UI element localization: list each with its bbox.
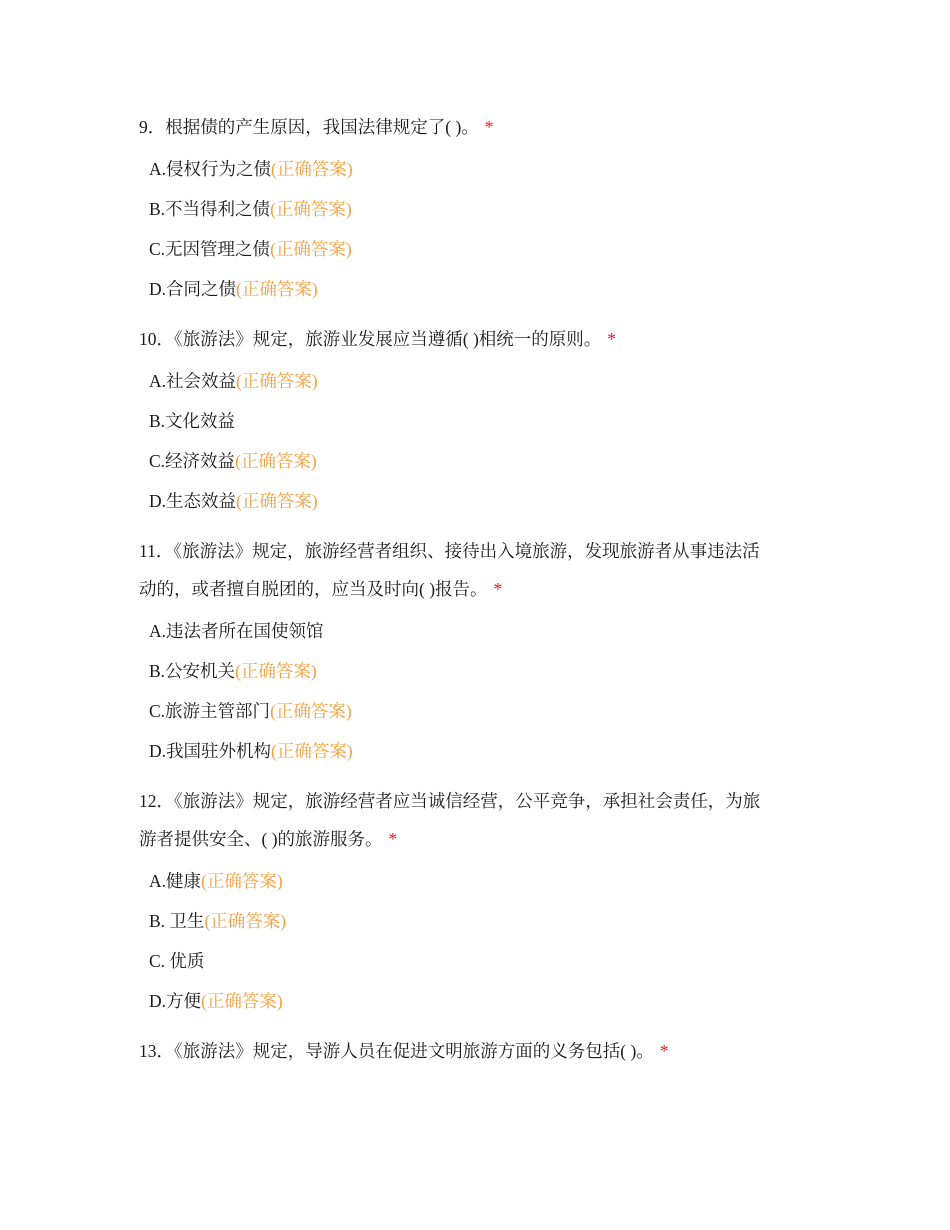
question-list <box>139 108 819 1073</box>
option-d[interactable] <box>149 731 819 771</box>
option-d[interactable] <box>149 269 819 309</box>
question-text-line-2: 游者提供安全、( )的旅游服务。 <box>139 829 383 849</box>
question-10 <box>139 320 819 521</box>
option-list <box>149 149 819 309</box>
correct-answer-tag: (正确答案) <box>270 239 352 259</box>
question-text: 《旅游法》规定，旅游业发展应当遵循( )相统一的原则。 <box>174 329 602 349</box>
correct-answer-tag: (正确答案) <box>235 661 317 681</box>
question-number: 10． <box>139 329 174 349</box>
question-title <box>139 532 819 608</box>
correct-answer-tag: (正确答案) <box>235 451 317 471</box>
option-b[interactable] <box>149 901 819 941</box>
option-label: C.旅游主管部门 <box>149 701 271 721</box>
correct-answer-tag: (正确答案) <box>271 741 353 761</box>
option-a[interactable] <box>149 361 819 401</box>
question-11 <box>139 532 819 771</box>
option-label: A.社会效益 <box>149 371 237 391</box>
correct-answer-tag: (正确答案) <box>270 701 352 721</box>
question-number: 11． <box>139 541 174 561</box>
question-title <box>139 1032 819 1070</box>
question-title <box>139 320 819 358</box>
option-label: D.生态效益 <box>149 491 237 511</box>
question-number: 13． <box>139 1041 174 1061</box>
option-label: A.侵权行为之债 <box>149 159 272 179</box>
option-list <box>149 861 819 1021</box>
correct-answer-tag: (正确答案) <box>270 199 352 219</box>
option-label: C.经济效益 <box>149 451 236 471</box>
correct-answer-tag: (正确答案) <box>236 371 318 391</box>
option-c[interactable] <box>149 229 819 269</box>
required-mark: * <box>493 579 503 599</box>
question-text: 根据债的产生原因，我国法律规定了( )。 <box>165 117 479 137</box>
option-c[interactable] <box>149 941 819 981</box>
option-a[interactable] <box>149 861 819 901</box>
correct-answer-tag: (正确答案) <box>236 491 318 511</box>
option-label: B.文化效益 <box>149 411 236 431</box>
question-number: 12． <box>139 791 174 811</box>
option-b[interactable] <box>149 189 819 229</box>
option-a[interactable] <box>149 149 819 189</box>
correct-answer-tag: (正确答案) <box>201 871 283 891</box>
question-number: 9． <box>139 117 166 137</box>
option-label: B.不当得利之债 <box>149 199 271 219</box>
required-mark: * <box>388 829 398 849</box>
correct-answer-tag: (正确答案) <box>271 159 353 179</box>
option-label: B.公安机关 <box>149 661 236 681</box>
option-label: A.健康 <box>149 871 202 891</box>
correct-answer-tag: (正确答案) <box>201 991 283 1011</box>
option-d[interactable] <box>149 981 819 1021</box>
required-mark: * <box>607 329 617 349</box>
option-a[interactable] <box>149 611 819 651</box>
question-12 <box>139 782 819 1021</box>
question-title <box>139 782 819 858</box>
required-mark: * <box>484 117 494 137</box>
question-13 <box>139 1032 819 1070</box>
option-label: B. 卫生 <box>149 911 205 931</box>
required-mark: * <box>659 1041 669 1061</box>
option-b[interactable] <box>149 401 819 441</box>
option-label: C. 优质 <box>149 951 205 971</box>
correct-answer-tag: (正确答案) <box>236 279 318 299</box>
option-c[interactable] <box>149 691 819 731</box>
question-text-line-2: 动的，或者擅自脱团的，应当及时向( )报告。 <box>139 579 488 599</box>
question-9 <box>139 108 819 309</box>
option-d[interactable] <box>149 481 819 521</box>
option-label: D.合同之债 <box>149 279 237 299</box>
option-list <box>149 611 819 771</box>
question-text: 《旅游法》规定，导游人员在促进文明旅游方面的义务包括( )。 <box>174 1041 654 1061</box>
option-c[interactable] <box>149 441 819 481</box>
option-list <box>149 361 819 521</box>
question-title <box>139 108 819 146</box>
option-label: D.方便 <box>149 991 202 1011</box>
question-text-line-1: 《旅游法》规定，旅游经营者应当诚信经营，公平竞争，承担社会责任，为旅 <box>174 791 761 811</box>
option-label: C.无因管理之债 <box>149 239 271 259</box>
correct-answer-tag: (正确答案) <box>204 911 287 931</box>
question-text-line-1: 《旅游法》规定，旅游经营者组织、接待出入境旅游，发现旅游者从事违法活 <box>173 541 760 561</box>
option-b[interactable] <box>149 651 819 691</box>
option-label: D.我国驻外机构 <box>149 741 272 761</box>
option-label: A.违法者所在国使领馆 <box>149 621 324 641</box>
